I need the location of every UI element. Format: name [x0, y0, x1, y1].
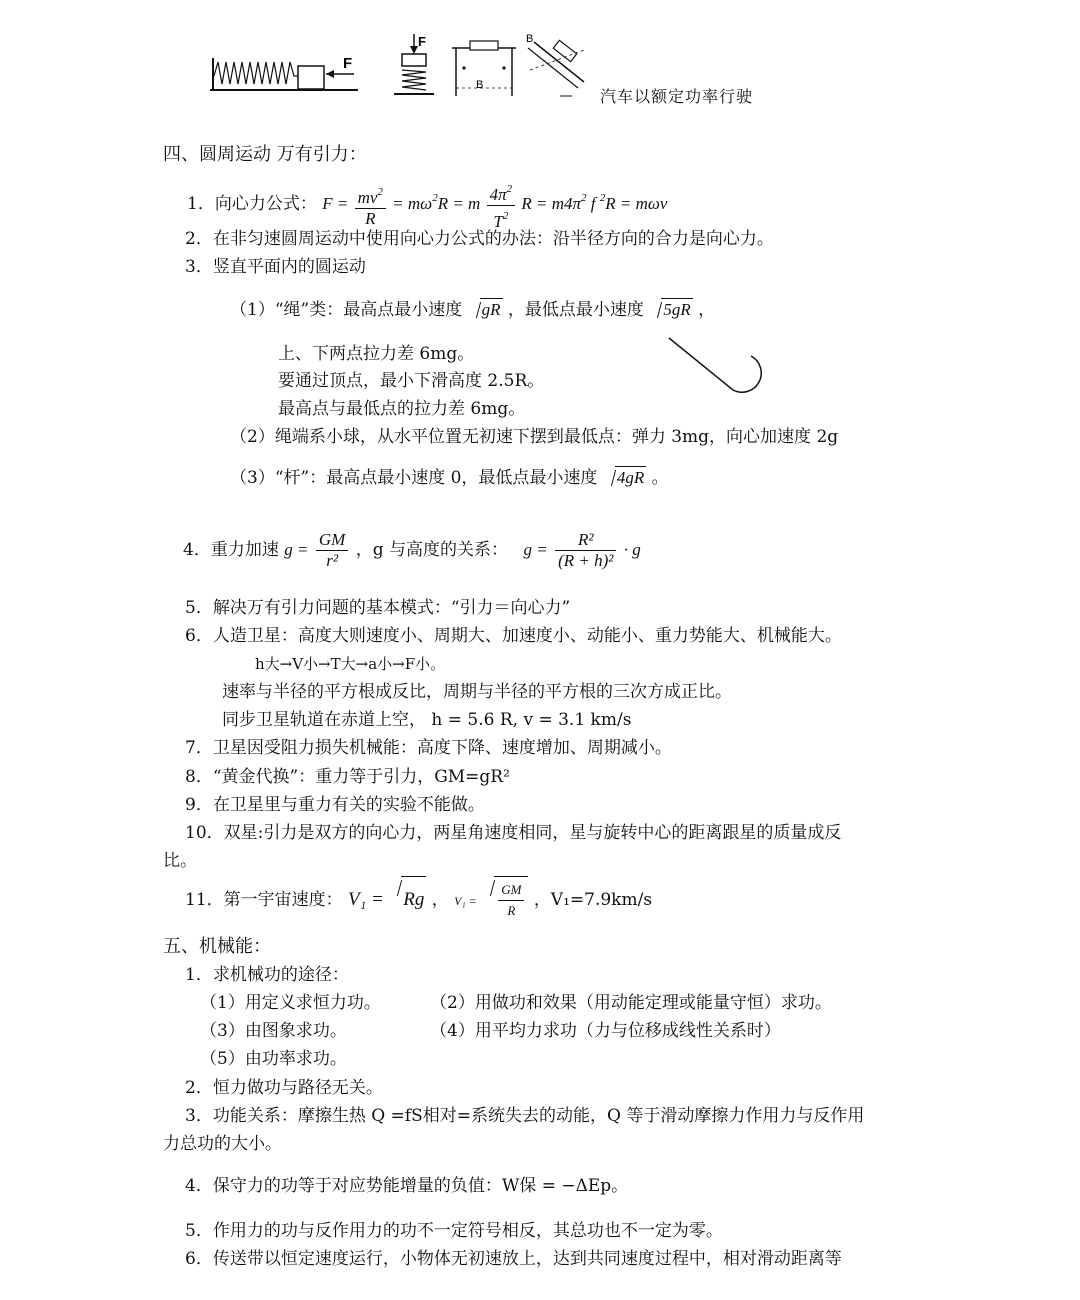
fraction: $\frac{mv^2}{R}$	[355, 182, 386, 229]
section-title: 四、圆周运动 万有引力：	[163, 144, 367, 165]
item-3-1-line2: 上、下两点拉力差 6mg。	[278, 344, 475, 364]
item-1-3: （3）由图象求功。	[200, 1021, 347, 1041]
item-3-2: （2）绳端系小球，从水平位置无初速下摆到最低点：弹力 3mg，向心加速度 2g	[230, 427, 839, 447]
text: （3）“杆”：最高点最小速度 0，最低点最小速度	[230, 468, 598, 488]
item-4: 4．保守力的功等于对应势能增量的负值：W保 = −ΔEp。	[185, 1176, 629, 1196]
item-1-5: （5）由功率求功。	[200, 1049, 347, 1069]
item-2: 2．在非匀速圆周运动中使用向心力公式的办法：沿半径方向的合力是向心力。	[185, 229, 774, 249]
item-label: 1．向心力公式：	[187, 194, 317, 214]
item-10-line2: 比。	[163, 851, 197, 871]
sqrt-GM-over-R: $\frac{GM}{R}$	[482, 876, 528, 923]
item-6-chain: h大→V小→T大→a小→F小。	[255, 655, 446, 673]
fraction: $\frac{GM}{\text{r²}}$	[316, 530, 348, 571]
text: ，最低点最小速度	[507, 300, 644, 320]
item-5: 5．作用力的功与反作用力的功不一定符号相反，其总功也不一定为零。	[185, 1221, 723, 1241]
item-5: 5．解决万有引力问题的基本模式：“引力＝向心力”	[185, 598, 571, 618]
fraction: $\frac{4\pi^2}{T^2}$	[487, 179, 516, 232]
item-1: 1．求机械功的途径：	[185, 965, 349, 985]
item-1-4: （4）用平均力求功（力与位移成线性关系时）	[430, 1021, 781, 1041]
item-6-line3: 速率与半径的平方根成反比，周期与半径的平方根的三次方成正比。	[222, 682, 732, 702]
item-3-line1: 3．功能关系：摩擦生热 Q =fS相对=系统失去的动能，Q 等于滑动摩擦力作用力与反作用	[185, 1106, 865, 1126]
incline-figure	[520, 30, 590, 104]
item-1-1: （1）用定义求恒力功。	[200, 993, 381, 1013]
frame-box-figure	[450, 38, 520, 100]
item-1-2: （2）用做功和效果（用动能定理或能量守恒）求功。	[430, 993, 832, 1013]
item-4: 4．重力加速 g = $\frac{GM}{\text{r²}}$ ，g 与高度的关系： g = $\frac{\text{R²}}{\text{(R + h)²}}$ · g	[183, 530, 641, 570]
item-3: 3．竖直平面内的圆运动	[185, 257, 366, 277]
item-3-1-line3: 要通过顶点，最小下滑高度 2.5R。	[278, 371, 545, 391]
item-11: 11．第一宇宙速度： V₁ = Rg ， V₁ = $\frac{GM}{R}$ ，V₁=7.9km/s	[185, 876, 652, 924]
text: 。	[651, 468, 669, 488]
section-title: 五、机械能：	[163, 936, 271, 957]
item-6: 6．传送带以恒定速度运行，小物体无初速放上，达到共同速度过程中，相对滑动距离等	[185, 1249, 842, 1269]
item-10-line1: 10．双星:引力是双方的向心力，两星角速度相同，星与旋转中心的距离跟星的质量成反	[185, 823, 842, 843]
item-3-line2: 力总功的大小。	[163, 1134, 282, 1154]
item-3-1-line4: 最高点与最低点的拉力差 6mg。	[278, 399, 526, 419]
block-label: B	[526, 33, 534, 45]
formula-text: F = $\frac{mv^2}{R}$ = $m\omega^2R = m$ $\frac{4\pi^2}{T^2}$ $R = m4\pi^2$ f $^2$R = mωv	[322, 194, 667, 213]
sqrt-gR: gR	[468, 298, 503, 321]
block-label: B	[476, 79, 484, 91]
item-6-line4: 同步卫星轨道在赤道上空， h = 5.6 R, v = 3.1 km/s	[222, 710, 632, 730]
spring-block-figure	[210, 48, 360, 100]
item-2: 2．恒力做功与路径无关。	[185, 1078, 383, 1098]
sqrt-5gR: 5gR	[649, 298, 692, 321]
text: ，	[698, 300, 716, 320]
force-label: F	[343, 55, 353, 72]
sqrt-Rg: Rg	[389, 876, 426, 923]
hook-track-figure	[665, 334, 775, 396]
sqrt-4gR: 4gR	[603, 466, 646, 489]
item-3-1	[230, 298, 715, 321]
item-3-3	[230, 466, 669, 489]
fraction: $\frac{\text{R²}}{\text{(R + h)²}}$	[555, 530, 616, 571]
force-label: F	[418, 34, 426, 49]
text: （1）“绳”类：最高点最小速度	[230, 300, 463, 320]
text: 11．第一宇宙速度：	[185, 890, 343, 910]
item-7: 7．卫星因受阻力损失机械能：高度下降、速度增加、周期减小。	[185, 738, 672, 758]
vertical-spring-figure	[390, 32, 440, 102]
item-9: 9．在卫星里与重力有关的实验不能做。	[185, 795, 485, 815]
item-8: 8．“黄金代换”：重力等于引力，GM=gR²	[185, 767, 510, 787]
figure-caption: 汽车以额定功率行驶	[600, 87, 754, 106]
text: ，g 与高度的关系：	[355, 540, 509, 560]
item-centripetal-formula	[187, 170, 667, 232]
text: 4．重力加速	[183, 540, 279, 560]
item-6: 6．人造卫星：高度大则速度小、周期大、加速度小、动能小、重力势能大、机械能大。	[185, 626, 842, 646]
